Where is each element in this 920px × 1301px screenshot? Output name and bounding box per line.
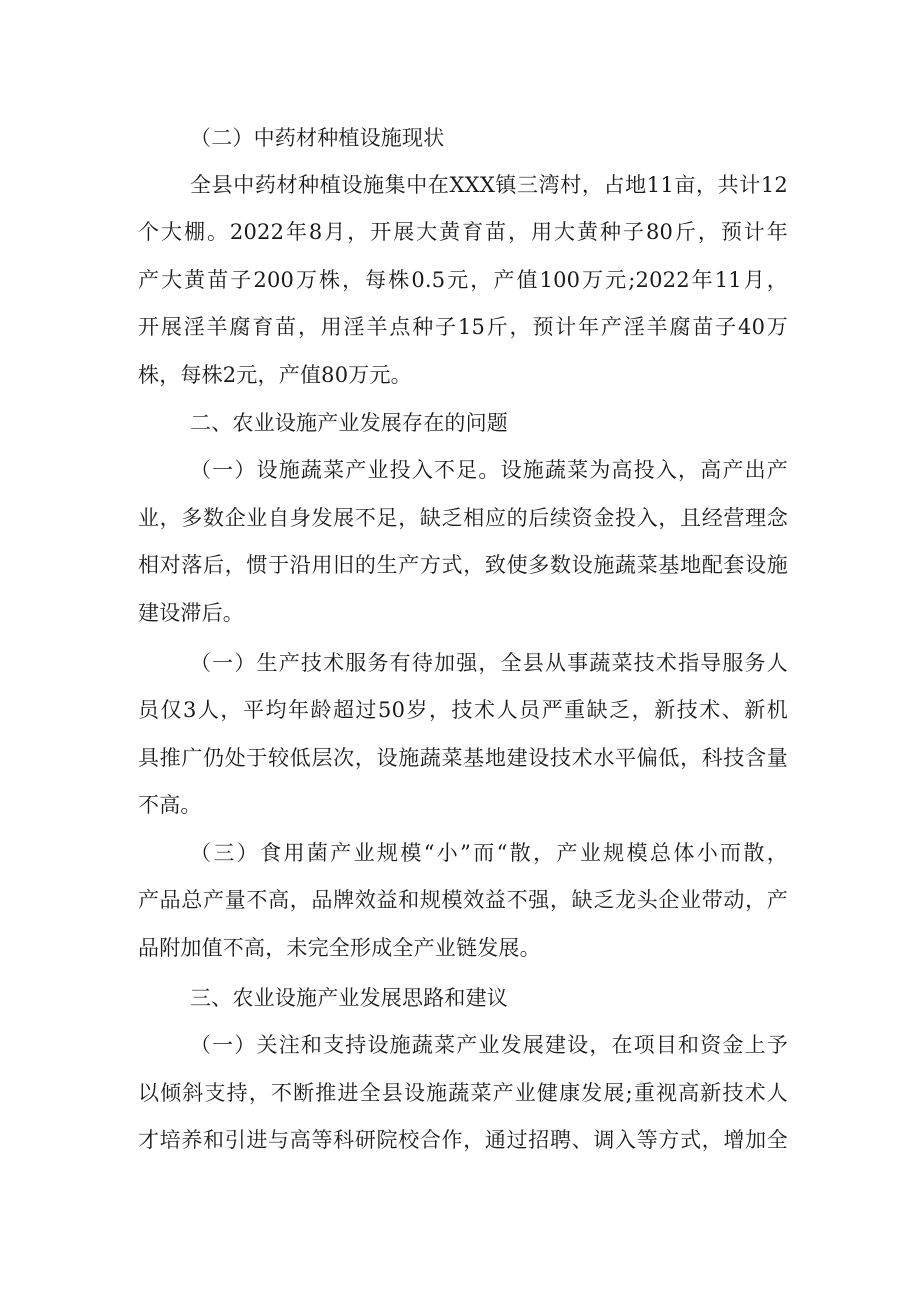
paragraph-line: 产大黄苗子200万株，每株0.5元，产值100万元;2022年11月， [138,268,788,292]
paragraph-line: 开展淫羊腐育苗，用淫羊点种子15斤，预计年产淫羊腐苗子40万 [138,315,788,339]
paragraph-line: 业，多数企业自身发展不足，缺乏相应的后续资金投入，且经营理念 [138,506,788,530]
paragraph-line: （一）设施蔬菜产业投入不足。设施蔬菜为高投入，高产出产 [190,458,788,482]
paragraph-line: （一）关注和支持设施蔬菜产业发展建设，在项目和资金上予 [190,1033,788,1057]
paragraph-line: 品附加值不高，未完全形成全产业链发展。 [138,936,541,960]
paragraph-line: 具推广仍处于较低层次，设施蔬菜基地建设技术水平偏低，科技含量 [138,746,788,770]
paragraph-line: 相对落后，惯于沿用旧的生产方式，致使多数设施蔬菜基地配套设施 [138,553,788,577]
paragraph-line: （一）生产技术服务有待加强，全县从事蔬菜技术指导服务人 [190,651,788,675]
paragraph-line: 不高。 [138,793,202,817]
paragraph-line: 全县中药材种植设施集中在XXX镇三湾村，占地11亩，共计12 [190,173,788,197]
paragraph-line: （三）食用菌产业规模“小”而“散，产业规模总体小而散， [190,841,788,865]
subsection-heading-herb-facilities: （二）中药材种植设施现状 [190,126,445,150]
paragraph-line: 以倾斜支持，不断推进全县设施蔬菜产业健康发展;重视高新技术人 [138,1081,788,1105]
section-heading-suggestions: 三、农业设施产业发展思路和建议 [190,986,508,1010]
paragraph-line: 员仅3人，平均年龄超过50岁，技术人员严重缺乏，新技术、新机 [138,698,788,722]
paragraph-line: 建设滞后。 [138,601,244,625]
paragraph-line: 才培养和引进与高等科研院校合作，通过招聘、调入等方式，增加全 [138,1128,788,1152]
paragraph-line: 个大棚。2022年8月，开展大黄育苗，用大黄种子80斤，预计年 [138,220,788,244]
paragraph-line: 产品总产量不高，品牌效益和规模效益不强，缺乏龙头企业带动，产 [138,888,788,912]
paragraph-line: 株，每株2元，产值80万元。 [138,363,412,387]
section-heading-problems: 二、农业设施产业发展存在的问题 [190,411,508,435]
